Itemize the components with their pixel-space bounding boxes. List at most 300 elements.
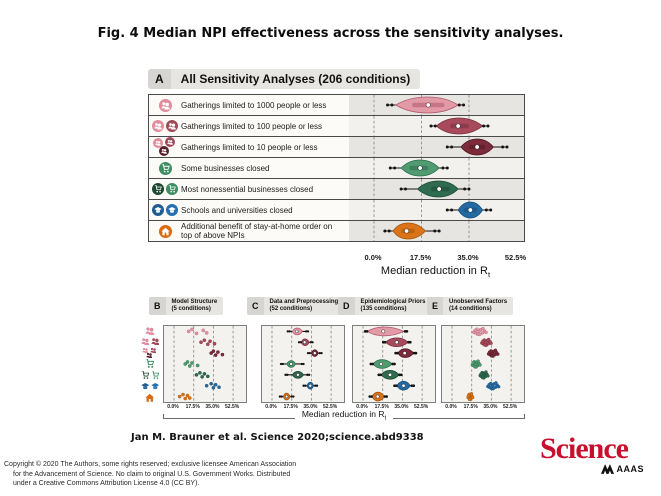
whisker-dot bbox=[379, 373, 382, 376]
scatter-point bbox=[196, 364, 199, 367]
panel-letter: B bbox=[149, 297, 166, 315]
panel-title-line1: Epidemiological Priors bbox=[360, 299, 426, 305]
whisker-dot bbox=[389, 167, 392, 170]
panel-d-plot bbox=[352, 325, 436, 403]
axis-label-sub: t bbox=[487, 270, 491, 280]
panel-e-header bbox=[427, 297, 513, 315]
tick-label: 0.0% bbox=[364, 253, 382, 262]
whisker-dot bbox=[485, 209, 488, 212]
cluster-point bbox=[486, 374, 489, 377]
cluster-point bbox=[472, 361, 475, 364]
npi-icon-cell bbox=[149, 221, 181, 241]
panel-title-line1: Unobserved Factors bbox=[449, 299, 508, 305]
npi-icon-cell bbox=[138, 370, 162, 381]
whisker-dot bbox=[450, 209, 453, 212]
panel-title-line2: (52 conditions) bbox=[269, 306, 313, 312]
npi-icon-group bbox=[153, 137, 177, 157]
whisker-dot bbox=[282, 363, 284, 365]
whisker-dot bbox=[366, 330, 369, 333]
scatter-point bbox=[203, 372, 206, 375]
cluster-point bbox=[468, 398, 471, 401]
scatter-point bbox=[195, 373, 198, 376]
cluster-point bbox=[487, 338, 490, 341]
cluster-point bbox=[467, 394, 470, 397]
tick-label: 52.5% bbox=[503, 404, 518, 410]
whisker-dot bbox=[406, 330, 409, 333]
tick-label: 0.0% bbox=[265, 404, 277, 410]
cap-glyph bbox=[154, 206, 162, 214]
people-icon bbox=[166, 120, 178, 132]
npi-icon-cell bbox=[138, 381, 162, 392]
violin-svg bbox=[349, 200, 524, 220]
house-glyph bbox=[161, 227, 170, 236]
whisker-dot bbox=[281, 395, 283, 397]
people-glyph bbox=[168, 122, 176, 130]
whisker-dot bbox=[308, 374, 310, 376]
npi-row bbox=[148, 94, 525, 116]
scatter-point bbox=[187, 330, 190, 333]
npi-violin-plot bbox=[349, 137, 524, 157]
median-dot bbox=[475, 145, 479, 149]
whisker-dot bbox=[489, 209, 492, 212]
scatter-point bbox=[205, 384, 208, 387]
whisker-dot bbox=[446, 146, 449, 149]
scatter-point bbox=[206, 375, 209, 378]
whisker-dot bbox=[400, 373, 403, 376]
people-glyph bbox=[154, 122, 162, 130]
scatter-point bbox=[202, 329, 205, 332]
axis-label-text: Median reduction in R bbox=[301, 409, 385, 420]
axis-label-sub: t bbox=[384, 416, 387, 422]
cap-icon bbox=[151, 382, 160, 391]
scatter-point bbox=[212, 350, 215, 353]
scatter-point bbox=[188, 364, 191, 367]
whisker-dot bbox=[415, 352, 418, 355]
panel-a-rows bbox=[148, 95, 525, 242]
panel-letter: D bbox=[338, 297, 355, 315]
whisker-dot bbox=[505, 146, 508, 149]
shared-axis-label bbox=[295, 409, 393, 422]
scatter-point bbox=[198, 371, 201, 374]
scatter-point bbox=[214, 354, 217, 357]
cart-icon bbox=[152, 183, 164, 195]
citation-line: Jan M. Brauner et al. Science 2020;science.abd9338 bbox=[131, 432, 424, 443]
whisker-dot bbox=[463, 188, 466, 191]
panel-b-header bbox=[149, 297, 223, 315]
npi-icon-group bbox=[145, 326, 155, 336]
tick-label: 17.5% bbox=[463, 404, 478, 410]
npi-icon-cell bbox=[138, 336, 162, 347]
panel-a-header bbox=[148, 69, 420, 89]
tick-label: 0.0% bbox=[445, 404, 457, 410]
whisker-dot bbox=[393, 167, 396, 170]
npi-icon-group bbox=[141, 371, 160, 380]
median-dot bbox=[468, 208, 472, 212]
npi-icon-cell bbox=[149, 158, 181, 178]
whisker-dot bbox=[300, 341, 302, 343]
violin-svg bbox=[349, 221, 524, 241]
cluster-point bbox=[481, 376, 484, 379]
panel-axis-ticks bbox=[163, 404, 247, 412]
median-dot bbox=[303, 341, 306, 344]
science-logo bbox=[540, 434, 650, 474]
npi-label: Additional benefit of stay-at-home order on top of above NPIs bbox=[181, 222, 333, 240]
panel-axis-ticks bbox=[441, 404, 525, 412]
npi-icon-group bbox=[152, 183, 178, 195]
people-icon bbox=[165, 137, 175, 147]
whisker-dot bbox=[501, 146, 504, 149]
cluster-point bbox=[494, 381, 497, 384]
tick-label: 35.0% bbox=[457, 253, 479, 262]
cart-glyph bbox=[154, 185, 162, 193]
npi-label: Some businesses closed bbox=[181, 163, 270, 173]
aaas-m-icon bbox=[601, 464, 614, 474]
npi-icon-cell bbox=[149, 95, 181, 115]
panel-title bbox=[264, 297, 345, 315]
npi-icon-cell bbox=[149, 137, 181, 157]
whisker-dot bbox=[400, 188, 403, 191]
npi-icon-cell bbox=[138, 392, 162, 403]
median-dot bbox=[376, 395, 379, 398]
people-glyph bbox=[155, 140, 161, 146]
whisker-dot bbox=[371, 363, 374, 366]
aaas-logo bbox=[540, 464, 650, 474]
median-dot bbox=[456, 124, 460, 128]
scatter-point bbox=[214, 383, 217, 386]
cart-icon bbox=[159, 162, 172, 175]
bracket-line-right bbox=[393, 414, 525, 419]
npi-row bbox=[148, 199, 525, 221]
cart-icon bbox=[151, 371, 160, 380]
cluster-point bbox=[481, 340, 484, 343]
panel-e-plot bbox=[441, 325, 525, 403]
whisker-dot bbox=[286, 374, 288, 376]
people-icon bbox=[151, 337, 160, 346]
scatter-point bbox=[178, 395, 181, 398]
tick-label: 17.5% bbox=[185, 404, 200, 410]
copyright-line: Copyright © 2020 The Authors, some rights reserved; exclusive licensee American Association bbox=[4, 461, 297, 468]
whisker-dot bbox=[316, 385, 318, 387]
cluster-point bbox=[479, 363, 482, 366]
cluster-point bbox=[473, 365, 476, 368]
whisker-dot bbox=[395, 384, 398, 387]
whisker-dot bbox=[433, 230, 436, 233]
tick-label: 17.5% bbox=[374, 404, 389, 410]
npi-icon-group bbox=[152, 204, 178, 216]
whisker-dot bbox=[409, 341, 412, 344]
npi-icon-cell bbox=[138, 347, 162, 358]
panel-title-line1: Model Structure bbox=[171, 299, 218, 305]
whisker-dot bbox=[307, 330, 309, 332]
whisker-dot bbox=[304, 385, 306, 387]
npi-label: Most nonessential businesses closed bbox=[181, 184, 314, 194]
cluster-point bbox=[477, 360, 480, 363]
whisker-dot bbox=[288, 330, 290, 332]
tick-label: 52.5% bbox=[504, 253, 527, 262]
shared-axis-bracket bbox=[163, 409, 525, 422]
whisker-dot bbox=[434, 125, 437, 128]
scatter-point bbox=[190, 328, 193, 331]
tick-label: 0.0% bbox=[356, 404, 368, 410]
cart-glyph bbox=[168, 185, 176, 193]
house-icon bbox=[159, 225, 172, 238]
cap-glyph bbox=[168, 206, 176, 214]
scatter-point bbox=[190, 361, 193, 364]
npi-row bbox=[148, 157, 525, 179]
panel-title-line2: (135 conditions) bbox=[360, 306, 407, 312]
cluster-point bbox=[497, 385, 500, 388]
cluster-point bbox=[490, 387, 493, 390]
whisker-dot bbox=[320, 352, 322, 354]
people-icon bbox=[141, 337, 150, 346]
scatter-point bbox=[199, 341, 202, 344]
violin-body bbox=[368, 327, 404, 336]
panel-b-plot bbox=[163, 325, 247, 403]
median-dot bbox=[426, 103, 430, 107]
npi-icon-cell bbox=[149, 200, 181, 220]
npi-label: Gatherings limited to 10 people or less bbox=[181, 142, 318, 152]
npi-violin-plot bbox=[349, 179, 524, 199]
npi-icon-cell bbox=[138, 325, 162, 336]
people-glyph bbox=[161, 101, 170, 110]
panel-a-axis-label bbox=[348, 265, 523, 279]
science-wordmark: Science bbox=[540, 432, 628, 465]
cluster-point bbox=[480, 372, 483, 375]
tick-label: 52.5% bbox=[225, 404, 240, 410]
npi-icon-group bbox=[159, 162, 172, 175]
cap-icon bbox=[141, 382, 150, 391]
scatter-point bbox=[205, 331, 208, 334]
npi-icon-group bbox=[142, 347, 159, 358]
scatter-point bbox=[208, 340, 211, 343]
whisker-dot bbox=[388, 230, 391, 233]
whisker-dot bbox=[370, 395, 373, 398]
median-dot bbox=[285, 395, 288, 398]
whisker-dot bbox=[458, 104, 461, 107]
npi-violin-plot bbox=[349, 95, 524, 115]
people-icon bbox=[152, 120, 164, 132]
npi-icon-group bbox=[152, 120, 178, 132]
panel-svg bbox=[164, 326, 246, 402]
whisker-dot bbox=[302, 363, 304, 365]
panel-a-title: All Sensitivity Analyses (206 conditions) bbox=[171, 69, 421, 89]
cluster-point bbox=[490, 354, 493, 357]
npi-violin-plot bbox=[349, 200, 524, 220]
whisker-dot bbox=[386, 104, 389, 107]
median-dot bbox=[295, 330, 298, 333]
tick-label: 17.5% bbox=[409, 253, 432, 262]
whisker-dot bbox=[446, 209, 449, 212]
panel-c-header bbox=[247, 297, 344, 315]
panel-title bbox=[166, 297, 224, 315]
scatter-point bbox=[206, 343, 209, 346]
whisker-dot bbox=[438, 230, 441, 233]
whisker-dot bbox=[385, 395, 388, 398]
panel-letter: E bbox=[427, 297, 443, 315]
median-dot bbox=[395, 341, 398, 344]
median-dot bbox=[403, 351, 406, 354]
whisker-dot bbox=[446, 167, 449, 170]
panel-title-line2: (14 conditions) bbox=[449, 306, 492, 312]
panel-d-header bbox=[338, 297, 432, 315]
violin-svg bbox=[349, 158, 524, 178]
aaas-text: AAAS bbox=[616, 464, 644, 474]
tick-label: 52.5% bbox=[323, 404, 338, 410]
cluster-point bbox=[483, 344, 486, 347]
npi-icon-group bbox=[159, 225, 172, 238]
cluster-point bbox=[474, 329, 477, 332]
scatter-point bbox=[201, 375, 204, 378]
whisker-dot bbox=[390, 104, 393, 107]
violin-svg bbox=[349, 95, 524, 115]
tick-label: 35.0% bbox=[483, 404, 498, 410]
cart-glyph bbox=[161, 164, 170, 173]
panel-a-letter: A bbox=[148, 69, 171, 89]
whisker-dot bbox=[292, 395, 294, 397]
copyright-line: under a Creative Commons Attribution License 4.0 (CC BY). bbox=[13, 480, 200, 487]
cluster-point bbox=[494, 349, 497, 352]
panel-svg bbox=[262, 326, 344, 402]
violin-svg bbox=[349, 137, 524, 157]
median-dot bbox=[402, 384, 405, 387]
cluster-point bbox=[476, 333, 479, 336]
whisker-dot bbox=[383, 230, 386, 233]
cluster-point bbox=[481, 327, 484, 330]
whisker-dot bbox=[404, 188, 407, 191]
whisker-dot bbox=[412, 384, 415, 387]
npi-icon-group bbox=[145, 359, 155, 369]
median-dot bbox=[418, 166, 422, 170]
whisker-dot bbox=[384, 341, 387, 344]
tick-label: 35.0% bbox=[394, 404, 409, 410]
people-icon bbox=[146, 352, 153, 359]
violin-svg bbox=[349, 179, 524, 199]
cap-icon bbox=[166, 204, 178, 216]
cluster-point bbox=[470, 392, 473, 395]
violin-svg bbox=[349, 116, 524, 136]
npi-icon-cell bbox=[149, 116, 181, 136]
axis-label-text: Median reduction in R bbox=[380, 265, 488, 277]
whisker-dot bbox=[450, 146, 453, 149]
median-dot bbox=[309, 384, 312, 387]
scatter-point bbox=[181, 393, 184, 396]
scatter-point bbox=[188, 396, 191, 399]
cart-icon bbox=[141, 371, 150, 380]
bracket-line-left bbox=[163, 414, 295, 419]
people-icon bbox=[159, 146, 169, 156]
median-dot bbox=[313, 352, 316, 355]
cluster-point bbox=[488, 383, 491, 386]
panel-title bbox=[443, 297, 513, 315]
whisker-dot bbox=[311, 341, 313, 343]
scatter-point bbox=[184, 397, 187, 400]
whisker-dot bbox=[482, 125, 485, 128]
scatter-point bbox=[203, 339, 206, 342]
median-dot bbox=[296, 373, 299, 376]
npi-label: Gatherings limited to 1000 people or less bbox=[181, 100, 327, 110]
cart-icon bbox=[166, 183, 178, 195]
copyright-text bbox=[4, 460, 296, 489]
npi-icon-group bbox=[141, 337, 160, 346]
cluster-point bbox=[485, 331, 488, 334]
scatter-point bbox=[221, 353, 224, 356]
panel-title-line2: (5 conditions) bbox=[171, 306, 211, 312]
whisker-dot bbox=[393, 363, 396, 366]
panel-c-plot bbox=[261, 325, 345, 403]
npi-icon-group bbox=[159, 99, 172, 112]
scatter-point bbox=[212, 386, 215, 389]
cluster-point bbox=[484, 371, 487, 374]
median-dot bbox=[404, 229, 408, 233]
cluster-point bbox=[490, 342, 493, 345]
median-dot bbox=[382, 330, 385, 333]
figure-title: Fig. 4 Median NPI effectiveness across the sensitivity analyses. bbox=[97, 26, 564, 41]
whisker-dot bbox=[441, 167, 444, 170]
whisker-dot bbox=[396, 352, 399, 355]
cap-icon bbox=[152, 204, 164, 216]
scatter-point bbox=[186, 360, 189, 363]
cluster-point bbox=[488, 351, 491, 354]
whisker-dot bbox=[462, 104, 465, 107]
median-dot bbox=[388, 373, 391, 376]
whisker-dot bbox=[429, 125, 432, 128]
npi-row bbox=[148, 220, 525, 242]
npi-icon-cell bbox=[149, 179, 181, 199]
whisker-dot bbox=[486, 125, 489, 128]
npi-violin-plot bbox=[349, 158, 524, 178]
npi-label: Schools and universities closed bbox=[181, 205, 293, 215]
panel-title bbox=[355, 297, 432, 315]
scatter-point bbox=[217, 386, 220, 389]
scatter-point bbox=[195, 332, 198, 335]
whisker-dot bbox=[467, 188, 470, 191]
panel-svg bbox=[442, 326, 524, 402]
copyright-line: for the Advancement of Science. No claim to original U.S. Government Works. Distributed bbox=[13, 470, 291, 478]
npi-row bbox=[148, 136, 525, 158]
bottom-icon-column bbox=[138, 325, 162, 403]
cart-icon bbox=[145, 359, 155, 369]
npi-row bbox=[148, 178, 525, 200]
npi-icon-group bbox=[141, 382, 160, 391]
npi-violin-plot bbox=[349, 116, 524, 136]
npi-icon-cell bbox=[138, 358, 162, 369]
scatter-point bbox=[216, 351, 219, 354]
tick-label: 52.5% bbox=[414, 404, 429, 410]
cluster-point bbox=[471, 396, 474, 399]
people-icon bbox=[145, 326, 155, 336]
tick-label: 35.0% bbox=[205, 404, 220, 410]
cluster-point bbox=[496, 353, 499, 356]
whisker-dot bbox=[309, 352, 311, 354]
npi-label: Gatherings limited to 100 people or less bbox=[181, 121, 322, 131]
tick-label: 0.0% bbox=[167, 404, 179, 410]
npi-icon-group bbox=[145, 393, 155, 403]
people-glyph bbox=[161, 148, 167, 154]
tick-label: 17.5% bbox=[283, 404, 298, 410]
median-dot bbox=[290, 363, 293, 366]
panel-title-line1: Data and Preprocessing bbox=[269, 299, 339, 305]
tick-label: 35.0% bbox=[303, 404, 318, 410]
panel-letter: C bbox=[247, 297, 264, 315]
house-icon bbox=[145, 393, 155, 403]
scatter-point bbox=[213, 342, 216, 345]
people-glyph bbox=[167, 139, 173, 145]
scatter-point bbox=[210, 382, 213, 385]
people-icon bbox=[159, 99, 172, 112]
median-dot bbox=[379, 362, 382, 365]
npi-row bbox=[148, 115, 525, 137]
panel-svg bbox=[353, 326, 435, 402]
